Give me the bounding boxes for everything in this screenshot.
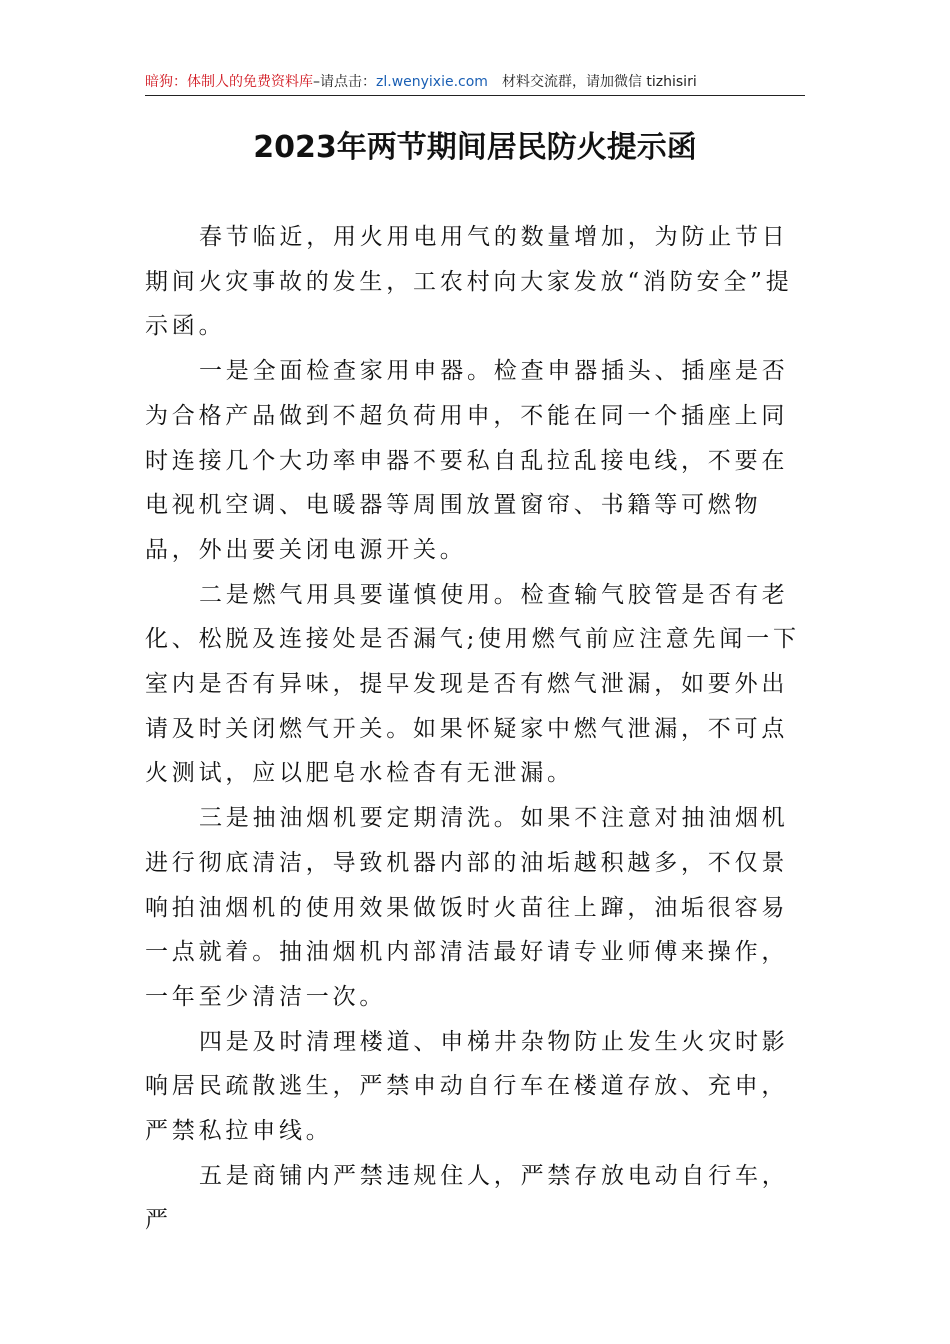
header-divider (145, 95, 805, 96)
paragraph-range-hood: 三是抽油烟机要定期清洗。如果不注意对抽油烟机进行彻底清洁，导致机器内部的油垢越积越多，不仅景响拍油烟机的使用效果做饭时火苗往上蹿，油垢很容易一点就着。抽油烟机内部清洁最好请专业师傅来操作，一年至少清洁一次。 (145, 805, 789, 1010)
header-promo-link[interactable]: 暗狗：体制人的免费资料库 (145, 74, 313, 90)
paragraph-electrical: 一是全面检查家用申器。检查申器插头、插座是否为合格产品做到不超负荷用申，不能在同一个插座上同时连接几个大功率申器不要私自乱拉乱接电线，不要在电视机空调、电暖器等周围放置窗帘、书籍等可燃物品，外出要关闭电源开关。 (145, 358, 789, 563)
paragraph-corridor: 四是及时清理楼道、申梯井杂物防止发生火灾时影响居民疏散逃生，严禁申动自行车在楼道存放、充申，严禁私拉申线。 (145, 1028, 789, 1145)
header-click-prompt: –请点击： (313, 74, 376, 90)
paragraph-intro: 春节临近，用火用电用气的数量增加，为防止节日期间火灾事故的发生，工农村向大家发放“消防安全”提示函。 (145, 224, 793, 340)
header-banner (145, 70, 805, 94)
document-body (145, 215, 810, 1243)
paragraph-shops: 五是商铺内严禁违规住人，严禁存放电动自行车，严 (145, 1162, 789, 1234)
header-group-note: 材料交流群，请加微信 tizhisiri (501, 74, 697, 90)
document-title: 2023年两节期间居民防火提示函 (253, 130, 697, 165)
paragraph-gas: 二是燃气用具要谨慎使用。检查输气胶管是否有老化、松脱及连接处是否漏气;使用燃气前应注意先闻一下室内是否有异味，提早发现是否有燃气泄漏，如要外出请及时关闭燃气开关。如果怀疑家中燃气泄漏，不可点火测试，应以肥皂水检杳有无泄漏。 (145, 581, 800, 787)
header-url-link[interactable]: zl.wenyixie.com (376, 74, 488, 90)
